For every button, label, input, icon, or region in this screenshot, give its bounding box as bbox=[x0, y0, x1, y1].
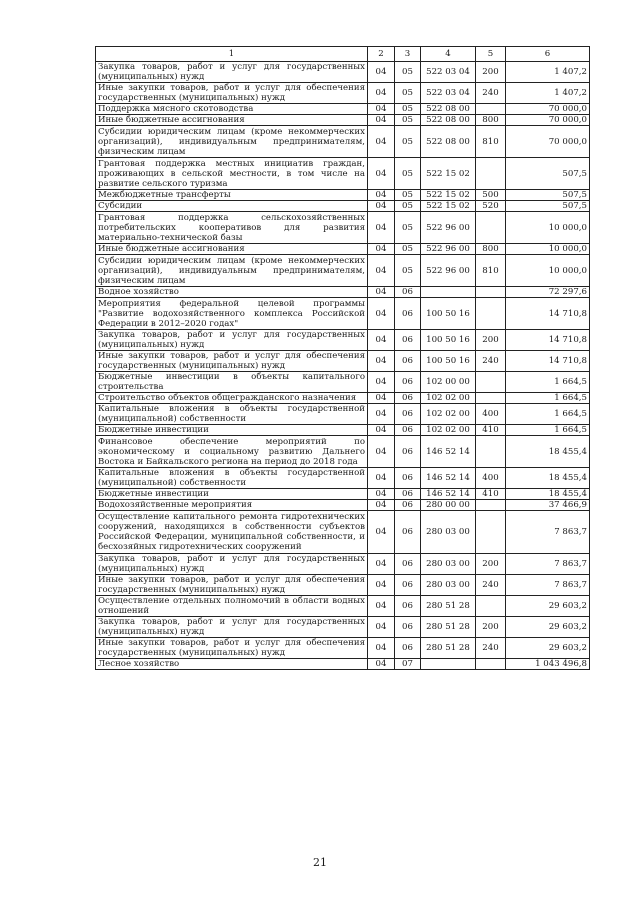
row-subsection-cell: 06 bbox=[395, 287, 421, 298]
table-row bbox=[96, 298, 590, 330]
row-target-article-cell: 100 50 16 bbox=[421, 298, 476, 330]
row-target-article-cell: 522 08 00 bbox=[421, 115, 476, 126]
row-expense-type-cell bbox=[476, 436, 506, 468]
table-row bbox=[96, 255, 590, 287]
row-amount-cell: 7 863,7 bbox=[506, 575, 590, 596]
row-subsection-cell: 06 bbox=[395, 425, 421, 436]
row-subsection-cell: 05 bbox=[395, 62, 421, 83]
row-name-cell: Закупка товаров, работ и услуг для государственных (муниципальных) нужд bbox=[96, 330, 368, 351]
row-amount-cell: 7 863,7 bbox=[506, 554, 590, 575]
row-target-article-cell: 280 51 28 bbox=[421, 596, 476, 617]
row-target-article-cell: 100 50 16 bbox=[421, 330, 476, 351]
header-cell-5: 5 bbox=[476, 47, 506, 62]
row-subsection-cell: 06 bbox=[395, 298, 421, 330]
table-row bbox=[96, 104, 590, 115]
row-expense-type-cell: 520 bbox=[476, 201, 506, 212]
row-target-article-cell: 102 02 00 bbox=[421, 393, 476, 404]
row-target-article-cell: 102 02 00 bbox=[421, 425, 476, 436]
row-subsection-cell: 06 bbox=[395, 330, 421, 351]
header-cell-1: 1 bbox=[96, 47, 368, 62]
row-expense-type-cell bbox=[476, 287, 506, 298]
row-expense-type-cell bbox=[476, 298, 506, 330]
row-amount-cell: 1 407,2 bbox=[506, 83, 590, 104]
row-section-cell: 04 bbox=[368, 511, 395, 554]
row-expense-type-cell: 410 bbox=[476, 425, 506, 436]
table-row bbox=[96, 212, 590, 244]
row-subsection-cell: 06 bbox=[395, 511, 421, 554]
table-row bbox=[96, 575, 590, 596]
row-subsection-cell: 06 bbox=[395, 404, 421, 425]
row-subsection-cell: 06 bbox=[395, 351, 421, 372]
row-amount-cell: 1 664,5 bbox=[506, 393, 590, 404]
row-subsection-cell: 06 bbox=[395, 596, 421, 617]
row-section-cell: 04 bbox=[368, 468, 395, 489]
table-row bbox=[96, 83, 590, 104]
row-subsection-cell: 06 bbox=[395, 436, 421, 468]
table-row bbox=[96, 115, 590, 126]
row-expense-type-cell bbox=[476, 500, 506, 511]
budget-table bbox=[95, 46, 590, 670]
row-subsection-cell: 05 bbox=[395, 126, 421, 158]
row-target-article-cell: 522 03 04 bbox=[421, 83, 476, 104]
row-name-cell: Грантовая поддержка сельскохозяйственных потребительских кооперативов для развития материально-технической базы bbox=[96, 212, 368, 244]
row-expense-type-cell: 500 bbox=[476, 190, 506, 201]
row-target-article-cell: 280 51 28 bbox=[421, 617, 476, 638]
row-subsection-cell: 05 bbox=[395, 212, 421, 244]
row-name-cell: Бюджетные инвестиции bbox=[96, 425, 368, 436]
header-cell-4: 4 bbox=[421, 47, 476, 62]
row-name-cell: Иные бюджетные ассигнования bbox=[96, 244, 368, 255]
row-amount-cell: 70 000,0 bbox=[506, 115, 590, 126]
row-expense-type-cell: 240 bbox=[476, 638, 506, 659]
table-row bbox=[96, 158, 590, 190]
row-amount-cell: 1 043 496,8 bbox=[506, 659, 590, 670]
row-name-cell: Иные закупки товаров, работ и услуг для обеспечения государственных (муниципальных) нужд bbox=[96, 83, 368, 104]
row-name-cell: Водохозяйственные мероприятия bbox=[96, 500, 368, 511]
row-section-cell: 04 bbox=[368, 126, 395, 158]
row-section-cell: 04 bbox=[368, 554, 395, 575]
row-section-cell: 04 bbox=[368, 158, 395, 190]
row-amount-cell: 18 455,4 bbox=[506, 468, 590, 489]
row-target-article-cell: 522 08 00 bbox=[421, 104, 476, 115]
row-section-cell: 04 bbox=[368, 83, 395, 104]
row-name-cell: Лесное хозяйство bbox=[96, 659, 368, 670]
row-subsection-cell: 05 bbox=[395, 158, 421, 190]
budget-document-page bbox=[95, 46, 589, 670]
row-target-article-cell: 102 00 00 bbox=[421, 372, 476, 393]
row-section-cell: 04 bbox=[368, 201, 395, 212]
row-amount-cell: 507,5 bbox=[506, 201, 590, 212]
table-row bbox=[96, 617, 590, 638]
table-row bbox=[96, 244, 590, 255]
row-name-cell: Мероприятия федеральной целевой программы "Развитие водохозяйственного комплекса Российской Федерации в 2012–2020 годах" bbox=[96, 298, 368, 330]
row-expense-type-cell bbox=[476, 372, 506, 393]
row-expense-type-cell: 200 bbox=[476, 554, 506, 575]
row-name-cell: Иные бюджетные ассигнования bbox=[96, 115, 368, 126]
row-section-cell: 04 bbox=[368, 244, 395, 255]
row-amount-cell: 18 455,4 bbox=[506, 489, 590, 500]
row-expense-type-cell bbox=[476, 659, 506, 670]
table-row bbox=[96, 659, 590, 670]
row-section-cell: 04 bbox=[368, 596, 395, 617]
header-cell-3: 3 bbox=[395, 47, 421, 62]
row-name-cell: Водное хозяйство bbox=[96, 287, 368, 298]
row-name-cell: Капитальные вложения в объекты государственной (муниципальной) собственности bbox=[96, 404, 368, 425]
row-subsection-cell: 06 bbox=[395, 617, 421, 638]
row-section-cell: 04 bbox=[368, 212, 395, 244]
row-amount-cell: 14 710,8 bbox=[506, 330, 590, 351]
row-section-cell: 04 bbox=[368, 190, 395, 201]
row-name-cell: Осуществление отдельных полномочий в области водных отношений bbox=[96, 596, 368, 617]
row-expense-type-cell: 200 bbox=[476, 330, 506, 351]
row-amount-cell: 507,5 bbox=[506, 158, 590, 190]
row-section-cell: 04 bbox=[368, 404, 395, 425]
table-row bbox=[96, 62, 590, 83]
table-row bbox=[96, 201, 590, 212]
table-header-row bbox=[96, 47, 590, 62]
table-row bbox=[96, 351, 590, 372]
row-section-cell: 04 bbox=[368, 298, 395, 330]
row-section-cell: 04 bbox=[368, 659, 395, 670]
row-section-cell: 04 bbox=[368, 287, 395, 298]
budget-table-body bbox=[96, 47, 590, 670]
row-expense-type-cell bbox=[476, 158, 506, 190]
row-subsection-cell: 07 bbox=[395, 659, 421, 670]
table-row bbox=[96, 190, 590, 201]
table-row bbox=[96, 511, 590, 554]
row-section-cell: 04 bbox=[368, 617, 395, 638]
row-expense-type-cell: 400 bbox=[476, 468, 506, 489]
row-amount-cell: 14 710,8 bbox=[506, 298, 590, 330]
row-target-article-cell: 102 02 00 bbox=[421, 404, 476, 425]
row-expense-type-cell: 400 bbox=[476, 404, 506, 425]
row-name-cell: Бюджетные инвестиции bbox=[96, 489, 368, 500]
row-target-article-cell: 522 96 00 bbox=[421, 212, 476, 244]
row-amount-cell: 7 863,7 bbox=[506, 511, 590, 554]
table-row bbox=[96, 404, 590, 425]
row-section-cell: 04 bbox=[368, 330, 395, 351]
row-subsection-cell: 05 bbox=[395, 104, 421, 115]
row-target-article-cell: 522 15 02 bbox=[421, 201, 476, 212]
table-row bbox=[96, 393, 590, 404]
row-amount-cell: 29 603,2 bbox=[506, 617, 590, 638]
row-subsection-cell: 05 bbox=[395, 201, 421, 212]
row-name-cell: Субсидии юридическим лицам (кроме некоммерческих организаций), индивидуальным предпринимателям, физическим лицам bbox=[96, 126, 368, 158]
row-name-cell: Финансовое обеспечение мероприятий по экономическому и социальному развитию Дальнего Востока и Байкальского региона на период до 2018 года bbox=[96, 436, 368, 468]
table-row bbox=[96, 596, 590, 617]
row-target-article-cell: 522 96 00 bbox=[421, 255, 476, 287]
row-name-cell: Грантовая поддержка местных инициатив граждан, проживающих в сельской местности, в том числе на развитие сельского туризма bbox=[96, 158, 368, 190]
row-name-cell: Закупка товаров, работ и услуг для государственных (муниципальных) нужд bbox=[96, 62, 368, 83]
row-name-cell: Осуществление капитального ремонта гидротехнических сооружений, находящихся в собственности субъектов Российской Федерации, муниципальной собственности, и бесхозяйных гидротехнических сооружений bbox=[96, 511, 368, 554]
table-row bbox=[96, 330, 590, 351]
row-section-cell: 04 bbox=[368, 436, 395, 468]
row-expense-type-cell bbox=[476, 104, 506, 115]
row-amount-cell: 29 603,2 bbox=[506, 596, 590, 617]
table-row bbox=[96, 372, 590, 393]
row-subsection-cell: 06 bbox=[395, 372, 421, 393]
row-section-cell: 04 bbox=[368, 393, 395, 404]
row-section-cell: 04 bbox=[368, 575, 395, 596]
row-subsection-cell: 05 bbox=[395, 83, 421, 104]
row-name-cell: Межбюджетные трансферты bbox=[96, 190, 368, 201]
row-section-cell: 04 bbox=[368, 372, 395, 393]
row-name-cell: Закупка товаров, работ и услуг для государственных (муниципальных) нужд bbox=[96, 617, 368, 638]
table-row bbox=[96, 436, 590, 468]
row-amount-cell: 14 710,8 bbox=[506, 351, 590, 372]
row-target-article-cell: 146 52 14 bbox=[421, 468, 476, 489]
row-expense-type-cell: 810 bbox=[476, 126, 506, 158]
row-section-cell: 04 bbox=[368, 104, 395, 115]
row-target-article-cell: 522 03 04 bbox=[421, 62, 476, 83]
row-amount-cell: 10 000,0 bbox=[506, 244, 590, 255]
table-row bbox=[96, 468, 590, 489]
row-amount-cell: 37 466,9 bbox=[506, 500, 590, 511]
table-row bbox=[96, 126, 590, 158]
row-expense-type-cell bbox=[476, 511, 506, 554]
row-expense-type-cell bbox=[476, 212, 506, 244]
row-section-cell: 04 bbox=[368, 351, 395, 372]
row-section-cell: 04 bbox=[368, 255, 395, 287]
row-expense-type-cell: 200 bbox=[476, 62, 506, 83]
row-expense-type-cell: 800 bbox=[476, 244, 506, 255]
row-amount-cell: 70 000,0 bbox=[506, 126, 590, 158]
row-amount-cell: 18 455,4 bbox=[506, 436, 590, 468]
row-name-cell: Субсидии юридическим лицам (кроме некоммерческих организаций), индивидуальным предпринимателям, физическим лицам bbox=[96, 255, 368, 287]
row-target-article-cell: 522 08 00 bbox=[421, 126, 476, 158]
table-row bbox=[96, 554, 590, 575]
row-expense-type-cell bbox=[476, 393, 506, 404]
table-row bbox=[96, 638, 590, 659]
table-row bbox=[96, 425, 590, 436]
row-target-article-cell bbox=[421, 287, 476, 298]
row-expense-type-cell: 810 bbox=[476, 255, 506, 287]
row-amount-cell: 10 000,0 bbox=[506, 255, 590, 287]
row-amount-cell: 1 407,2 bbox=[506, 62, 590, 83]
table-row bbox=[96, 500, 590, 511]
row-section-cell: 04 bbox=[368, 500, 395, 511]
row-target-article-cell bbox=[421, 659, 476, 670]
row-section-cell: 04 bbox=[368, 638, 395, 659]
row-amount-cell: 70 000,0 bbox=[506, 104, 590, 115]
row-name-cell: Бюджетные инвестиции в объекты капитального строительства bbox=[96, 372, 368, 393]
row-expense-type-cell: 240 bbox=[476, 575, 506, 596]
page-number: 21 bbox=[313, 856, 327, 869]
row-expense-type-cell: 200 bbox=[476, 617, 506, 638]
row-target-article-cell: 146 52 14 bbox=[421, 436, 476, 468]
row-target-article-cell: 280 51 28 bbox=[421, 638, 476, 659]
row-expense-type-cell: 240 bbox=[476, 351, 506, 372]
row-name-cell: Поддержка мясного скотоводства bbox=[96, 104, 368, 115]
row-target-article-cell: 522 15 02 bbox=[421, 158, 476, 190]
row-section-cell: 04 bbox=[368, 489, 395, 500]
row-expense-type-cell: 240 bbox=[476, 83, 506, 104]
row-subsection-cell: 06 bbox=[395, 575, 421, 596]
row-target-article-cell: 522 15 02 bbox=[421, 190, 476, 201]
row-target-article-cell: 280 00 00 bbox=[421, 500, 476, 511]
row-target-article-cell: 280 03 00 bbox=[421, 575, 476, 596]
row-subsection-cell: 05 bbox=[395, 115, 421, 126]
row-subsection-cell: 06 bbox=[395, 468, 421, 489]
table-row bbox=[96, 489, 590, 500]
row-name-cell: Субсидии bbox=[96, 201, 368, 212]
row-subsection-cell: 05 bbox=[395, 190, 421, 201]
row-subsection-cell: 05 bbox=[395, 244, 421, 255]
row-expense-type-cell bbox=[476, 596, 506, 617]
header-cell-6: 6 bbox=[506, 47, 590, 62]
row-expense-type-cell: 410 bbox=[476, 489, 506, 500]
row-name-cell: Строительство объектов общегражданского назначения bbox=[96, 393, 368, 404]
row-amount-cell: 1 664,5 bbox=[506, 425, 590, 436]
row-amount-cell: 29 603,2 bbox=[506, 638, 590, 659]
row-section-cell: 04 bbox=[368, 425, 395, 436]
row-amount-cell: 10 000,0 bbox=[506, 212, 590, 244]
row-subsection-cell: 05 bbox=[395, 255, 421, 287]
row-name-cell: Иные закупки товаров, работ и услуг для обеспечения государственных (муниципальных) нужд bbox=[96, 638, 368, 659]
row-section-cell: 04 bbox=[368, 62, 395, 83]
row-target-article-cell: 280 03 00 bbox=[421, 554, 476, 575]
row-subsection-cell: 06 bbox=[395, 393, 421, 404]
row-expense-type-cell: 800 bbox=[476, 115, 506, 126]
row-amount-cell: 72 297,6 bbox=[506, 287, 590, 298]
row-target-article-cell: 100 50 16 bbox=[421, 351, 476, 372]
row-amount-cell: 1 664,5 bbox=[506, 372, 590, 393]
row-subsection-cell: 06 bbox=[395, 554, 421, 575]
header-cell-2: 2 bbox=[368, 47, 395, 62]
row-target-article-cell: 280 03 00 bbox=[421, 511, 476, 554]
row-subsection-cell: 06 bbox=[395, 638, 421, 659]
row-section-cell: 04 bbox=[368, 115, 395, 126]
row-target-article-cell: 146 52 14 bbox=[421, 489, 476, 500]
row-amount-cell: 507,5 bbox=[506, 190, 590, 201]
row-amount-cell: 1 664,5 bbox=[506, 404, 590, 425]
row-subsection-cell: 06 bbox=[395, 489, 421, 500]
table-row bbox=[96, 287, 590, 298]
row-name-cell: Иные закупки товаров, работ и услуг для обеспечения государственных (муниципальных) нужд bbox=[96, 351, 368, 372]
row-target-article-cell: 522 96 00 bbox=[421, 244, 476, 255]
row-name-cell: Капитальные вложения в объекты государственной (муниципальной) собственности bbox=[96, 468, 368, 489]
row-name-cell: Закупка товаров, работ и услуг для государственных (муниципальных) нужд bbox=[96, 554, 368, 575]
row-subsection-cell: 06 bbox=[395, 500, 421, 511]
row-name-cell: Иные закупки товаров, работ и услуг для обеспечения государственных (муниципальных) нужд bbox=[96, 575, 368, 596]
